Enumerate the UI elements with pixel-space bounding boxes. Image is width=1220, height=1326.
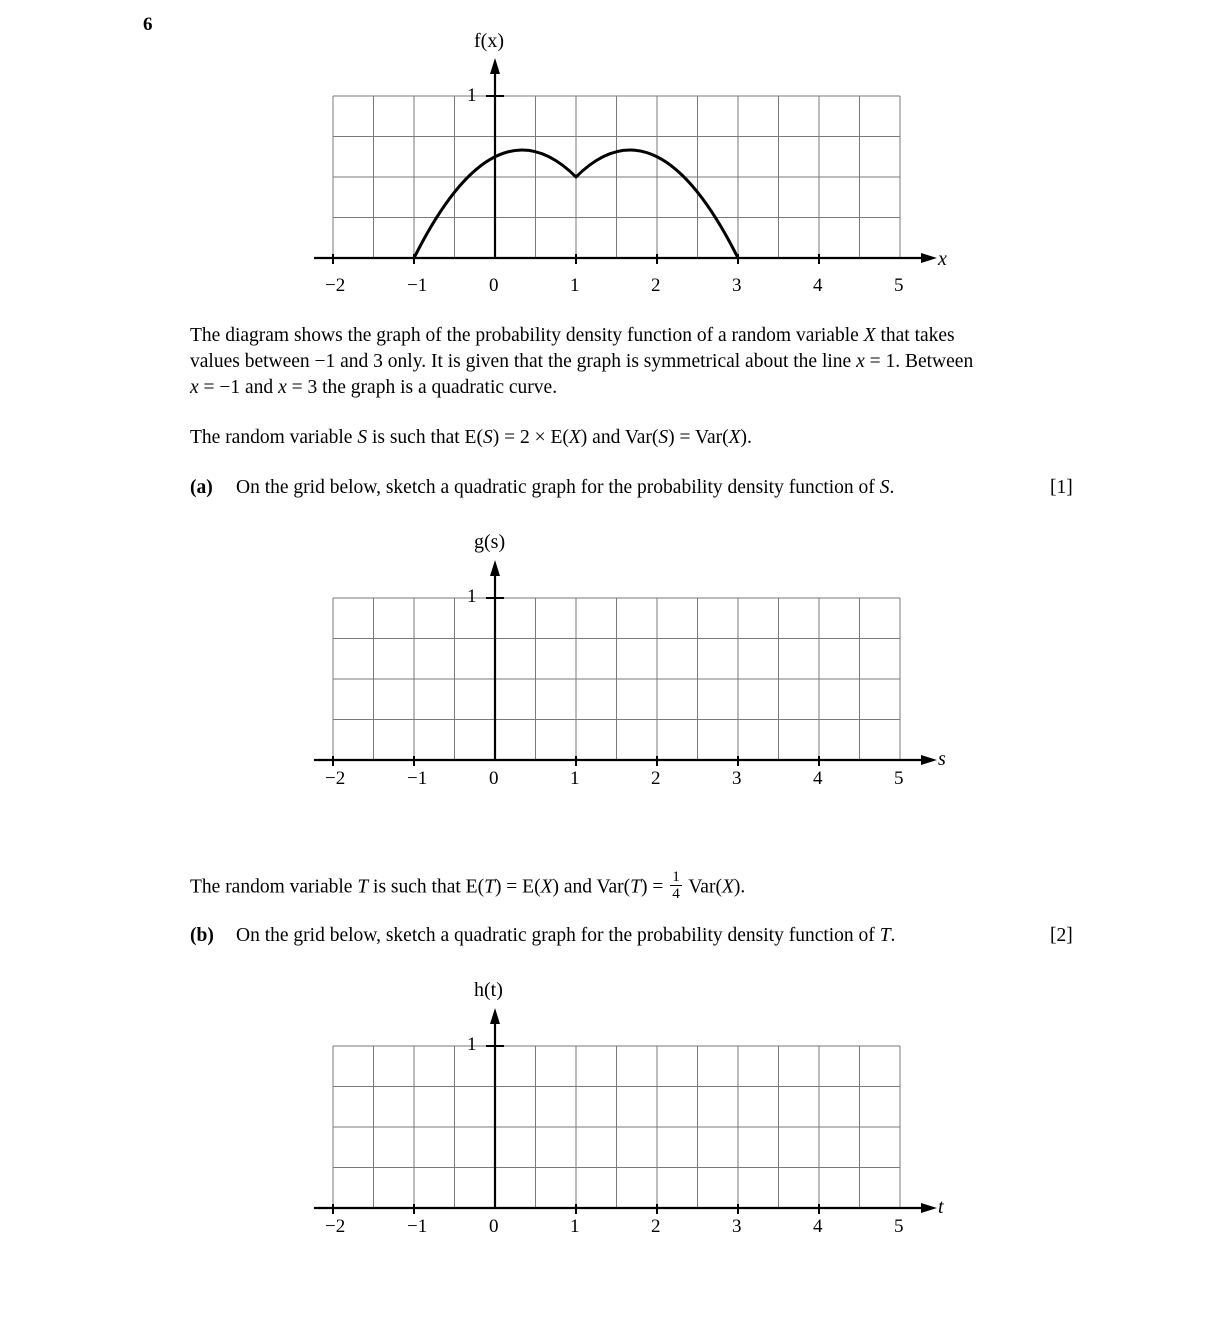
graph-fx-xlabel: x (938, 248, 947, 270)
intro-line3-x2: x (278, 377, 287, 398)
graph-ht-xtick--2: −2 (325, 1216, 346, 1237)
graph-fx-xtick-0: 0 (489, 275, 499, 296)
graph-gs-xtick-2: 2 (651, 768, 661, 789)
statement-s-var4: S (658, 427, 669, 448)
statement-t-var4: T (630, 876, 641, 898)
statement-t-var5: X (721, 876, 734, 898)
statement-s-var: S (357, 427, 368, 448)
graph-fx-xtick--1: −1 (407, 275, 428, 296)
statement-t-f: Var( (683, 876, 722, 898)
statement-t-c: ) = E( (494, 876, 541, 898)
statement-s-e: ) = Var( (668, 427, 729, 448)
graph-gs-xtick--2: −2 (325, 768, 346, 789)
part-b-text-a: On the grid below, sketch a quadratic graph for the probability density function of (236, 925, 880, 946)
fraction-one-quarter (670, 869, 682, 902)
graph-fx-xtick-3: 3 (732, 275, 742, 296)
statement-t-var: T (357, 876, 369, 898)
fraction-denominator: 4 (672, 884, 680, 902)
intro-var-x: X (863, 325, 876, 346)
graph-fx-xtick-4: 4 (813, 275, 823, 296)
graph-gs-ytick-1: 1 (467, 586, 477, 607)
graph-ht-xtick-2: 2 (651, 1216, 661, 1237)
graph-fx-ytick-1: 1 (467, 85, 477, 106)
statement-s-var2: S (482, 427, 493, 448)
part-a-text-a: On the grid below, sketch a quadratic graph for the probability density function of (236, 477, 880, 498)
intro-line3-x1: x (190, 377, 199, 398)
intro-line1-b: that takes (875, 325, 955, 346)
graph-ht-xtick--1: −1 (407, 1216, 428, 1237)
statement-t-e: ) = (641, 876, 669, 898)
statement-T (190, 869, 1100, 902)
intro-line2-a: values between −1 and 3 only. It is given that the graph is symmetrical about the line (190, 351, 857, 372)
statement-t-d: ) and Var( (552, 876, 631, 898)
graph-ht-ylabel: h(t) (474, 979, 503, 1001)
graph-ht-xtick-4: 4 (813, 1216, 823, 1237)
graph-ht-xlabel: t (938, 1196, 944, 1218)
statement-t-var3: X (540, 876, 553, 898)
part-a-marks: [1] (1050, 477, 1073, 498)
graph-gs-xtick-4: 4 (813, 768, 823, 789)
graph-gs-xtick-3: 3 (732, 768, 742, 789)
graph-fx-xtick-5: 5 (894, 275, 904, 296)
graph-ht-xtick-5: 5 (894, 1216, 904, 1237)
part-b-var: T (879, 925, 891, 946)
statement-s-f: ). (740, 427, 752, 448)
statement-s-b: is such that E( (367, 427, 483, 448)
statement-s-d: ) and Var( (580, 427, 659, 448)
statement-t-var2: T (484, 876, 495, 898)
graph-gs-xtick-0: 0 (489, 768, 499, 789)
fraction-numerator: 1 (672, 868, 680, 885)
part-a-text (236, 477, 1036, 499)
statement-t-a: The random variable (190, 876, 358, 898)
graph-ht (300, 976, 980, 1241)
question-number: 6 (143, 14, 153, 35)
part-b-text-b: . (890, 925, 896, 946)
part-a-text-b: . (889, 477, 895, 498)
graph-gs (300, 528, 980, 793)
graph-gs-xlabel: s (938, 748, 946, 770)
graph-ht-xtick-0: 0 (489, 1216, 499, 1237)
graph-fx (300, 26, 980, 316)
intro-paragraph (190, 323, 1100, 401)
statement-S (190, 425, 1100, 451)
graph-fx-xtick--2: −2 (325, 275, 346, 296)
graph-ht-xtick-3: 3 (732, 1216, 742, 1237)
graph-fx-ylabel: f(x) (474, 30, 504, 52)
intro-line3-b: = −1 and (198, 377, 279, 398)
part-a-label: (a) (190, 477, 213, 498)
graph-ht-xtick-1: 1 (570, 1216, 580, 1237)
graph-gs-xtick-5: 5 (894, 768, 904, 789)
intro-line1-a: The diagram shows the graph of the probability density function of a random variable (190, 325, 864, 346)
graph-fx-xtick-2: 2 (651, 275, 661, 296)
statement-s-c: ) = 2 × E( (492, 427, 569, 448)
intro-line2-x: x (856, 351, 865, 372)
part-b-text (236, 925, 1036, 947)
part-a-var: S (879, 477, 890, 498)
statement-s-var3: X (568, 427, 581, 448)
graph-ht-ytick-1: 1 (467, 1034, 477, 1055)
statement-s-a: The random variable (190, 427, 358, 448)
graph-gs-xtick-1: 1 (570, 768, 580, 789)
part-b-marks: [2] (1050, 925, 1073, 946)
statement-t-g: ). (733, 876, 746, 898)
part-b-label: (b) (190, 925, 214, 946)
intro-line3-d: = 3 the graph is a quadratic curve. (286, 377, 558, 398)
statement-t-b: is such that E( (368, 876, 485, 898)
statement-s-var5: X (728, 427, 741, 448)
graph-gs-ylabel: g(s) (474, 531, 506, 553)
intro-line2-b: = 1. Between (864, 351, 974, 372)
graph-gs-xtick--1: −1 (407, 768, 428, 789)
graph-fx-xtick-1: 1 (570, 275, 580, 296)
